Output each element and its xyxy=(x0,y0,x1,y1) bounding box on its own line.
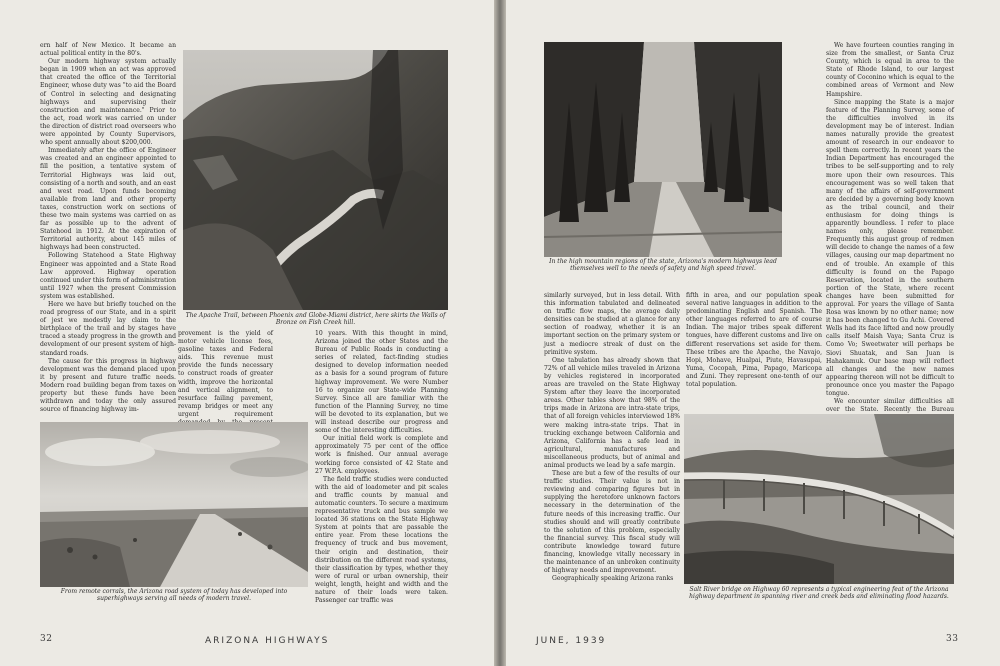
photo-superhighway xyxy=(40,422,308,587)
body-paragraph: ern half of New Mexico. It became an actual political entity in the 80's. xyxy=(40,42,176,58)
photo-apache-trail xyxy=(183,50,448,310)
running-title-right: JUNE, 1939 xyxy=(536,636,607,646)
photo-salt-river-bridge xyxy=(684,414,954,584)
right-page xyxy=(506,0,1000,666)
right-text-column-1 xyxy=(544,292,680,614)
body-paragraph: The cause for this progress in highway development was the demand placed upon it by present and future traffic needs. Modern road building began from taxes on property but these funds have been withdrawn and today the only assured source of financing highway im- xyxy=(40,357,176,414)
left-text-column-2 xyxy=(178,330,273,418)
right-text-column-3 xyxy=(826,42,954,414)
body-paragraph: Our modern highway system actually began in 1909 when an act was approved that created the office of the Territorial Engineer, whose duty was "to aid the Board of Control in selecting and designating highways and supervising their construction and maintenance." Prior to the act, road work was carried on under the direction of district road overseers who were appointed by County Supervisors, who spent annually about $200,000. xyxy=(40,58,176,147)
photo-salt-river-bridge-caption: Salt River bridge on Highway 60 represents a typical engineering feat of the Arizona highway department in spanning river and creek beds and eliminating flood hazards. xyxy=(689,586,949,601)
body-paragraph: These are but a few of the results of our traffic studies. Their value is not in reviewing and comparing figures but in supplying the heretofore unknown factors necessary in the determination of the future needs of this increasing traffic. Our studies should and will greatly contribute to the solution of this problem, especially the financial survey. This fiscal study will contribute knowledge toward future financing, knowledge vitally necessary in the maintenance of an unbroken continuity of highway needs and improvement. xyxy=(544,470,680,575)
body-paragraph: Here we have but briefly touched on the road progress of our State, and in a spirit of jest we modestly lay claim to the birthplace of the trail and by stages have traced a steady progress in the growth and development of our present system of high-standard roads. xyxy=(40,301,176,357)
photo-mountain-highway-caption: In the high mountain regions of the state, Arizona's modern highways lead themselves well to the needs of safety and high speed travel. xyxy=(549,258,777,273)
body-paragraph: Following Statehood a State Highway Engineer was appointed and a State Road Law approved. Highway operation continued under this form of administration until 1927 when the present Commission system was established. xyxy=(40,252,176,300)
left-page xyxy=(0,0,494,666)
body-paragraph: Since mapping the State is a major feature of the Planning Survey, some of the difficulties involved in its development may be of interest. Indian names naturally provide the greatest amount of research in our endeavor to spell them correctly. In recent years the Indian Department has encouraged the tribes to be self-supporting and to rely more upon their own resources. This encouragement was so well taken that many of the affairs of self-government are decided by a governing body known as the tribal council, and their enthusiasm for doing things is apparently boundless. I refer to place names only, please remember. Frequently this august group of redmen will decide to change the names of a few villages, causing our map department no end of trouble. An example of this difficulty is found on the Papago Reservation, located in the southern portion of the State, where recent changes have been submitted for approval. For years the village of Santa Rosa was known by no other name; now it has been changed to Gu Achi. Covered Wells had its face lifted and now proudly calls itself Maish Vaya; Santa Cruz is Como Vo; Sweetwater will perhaps be Siovi Shuatak, and San Juan is Hahakamuk. Our base map will reflect all changes and the new names appearing thereon will not be difficult to pronounce once you master the Papago tongue. xyxy=(826,98,954,398)
body-paragraph: provement is the yield of motor vehicle license fees, gasoline taxes and Federal aids. This revenue must provide the funds necessary to construct roads of greater width, improve the horizontal and vertical alignment, to resurface failing pavement, revamp bridges or meet any urgent requirement xyxy=(178,330,273,418)
photo-apache-trail-caption: The Apache Trail, between Phoenix and Globe-Miami district, here skirts the Walls of Bronze on Fish Creek hill. xyxy=(185,312,446,327)
right-text-column-2 xyxy=(686,292,822,407)
left-text-column-1 xyxy=(40,42,176,412)
page-number-right: 33 xyxy=(946,634,959,644)
body-paragraph: Geographically speaking Arizona ranks xyxy=(552,575,674,583)
body-paragraph: We encounter similar difficulties all over the State. Recently the Bureau xyxy=(826,398,954,414)
body-paragraph: We have fourteen counties ranging in size from the smallest, or Santa Cruz County, which is equal in area to the State of Rhode Island, to our largest county of Coconino which is equal to the combined areas of Vermont and New Hampshire. xyxy=(826,42,954,98)
left-text-column-3 xyxy=(315,330,448,610)
body-paragraph: Immediately after the office of Engineer was created and an engineer appointed to fill the position, a tentative system of Territorial Highways was laid out, consisting of a north and south, and an east and west road. Upon funds becoming available from land and other property taxes, construction work on sections of these two main systems was carried on as far as possible up to the advent of Statehood in 1912. At the expiration of Territorial authority, about 145 miles of highways had been constructed. xyxy=(40,147,176,252)
spine-gutter xyxy=(494,0,506,666)
running-title-left: ARIZONA HIGHWAYS xyxy=(205,636,330,646)
body-paragraph: One tabulation has already shown that 72% of all vehicle miles traveled in Arizona by vehicles registered in incorporated areas are traveled on the State Highway System after they leave the incorporated areas. Other tables show that 98% of the trips made in Arizona are intra-state trips, that of all foreign vehicles interviewed 18% were making intra-state trips. That in trucking exchange between California and Arizona, California has a safe lead in agricultural, manufactures and miscellaneous products, but of animal and animal products we lead by a safe margin. xyxy=(544,356,680,469)
photo-superhighway-caption: From remote corrals, the Arizona road system of today has developed into superhighways serving all needs of modern travel. xyxy=(60,588,288,603)
photo-mountain-highway xyxy=(544,42,782,257)
body-paragraph: Our initial field work is complete and approximately 75 per cent of the office work is finished. Our annual average working force consisted of 42 State and 27 W.P.A. employees. xyxy=(315,435,448,475)
body-paragraph: similarly surveyed, but in less detail. With this information tabulated and delineated on traffic flow maps, the average daily densities can be studied at a glance for any section of roadway, whether it is an important section on the primary system or just a mediocre streak of dust on the primitive system. xyxy=(544,292,680,356)
body-paragraph: fifth in area, and our population speak several native languages in addition to the predominating English and Spanish. The other languages referred to are of course Indian. The major tribes speak different tongues, have different customs and live on different reservations set aside for them. These tribes are the Apache, the Navajo, Hopi, Mohave, Hualpai, Piute, Havasupai, Yuma, Cocopah, Pima, Papago, Maricopa and Zuni. They represent one-tenth of our total population. xyxy=(686,292,822,389)
body-paragraph: The field traffic studies were conducted with the aid of loadometer and pit scales and traffic counts by manual and automatic counters. To secure a maximum representative truck and bus sample we located 36 stations on the State Highway System at points that are passable the entire year. From these locations the frequency of truck and bus movement, their origin and destination, their distribution on the different road systems, their classification by types, whether they were of rural or urban ownership, their weight, length, height and width and the nature of their loads were taken. Passenger car traffic was xyxy=(315,475,448,605)
page-number-left: 32 xyxy=(40,634,53,644)
body-paragraph: 10 years. With this thought in mind, Arizona joined the other States and the Bureau of Public Roads in conducting a series of related, fact-finding studies designed to develop information needed as a basis for a sound program of future highway improvement. We were Number 16 to organize our State-wide Planning Survey. Since all are familiar with the function of the Planning Survey, no time will be devoted to its explanation, but we will instead describe our progress and some of the interesting difficulties. xyxy=(315,330,448,435)
